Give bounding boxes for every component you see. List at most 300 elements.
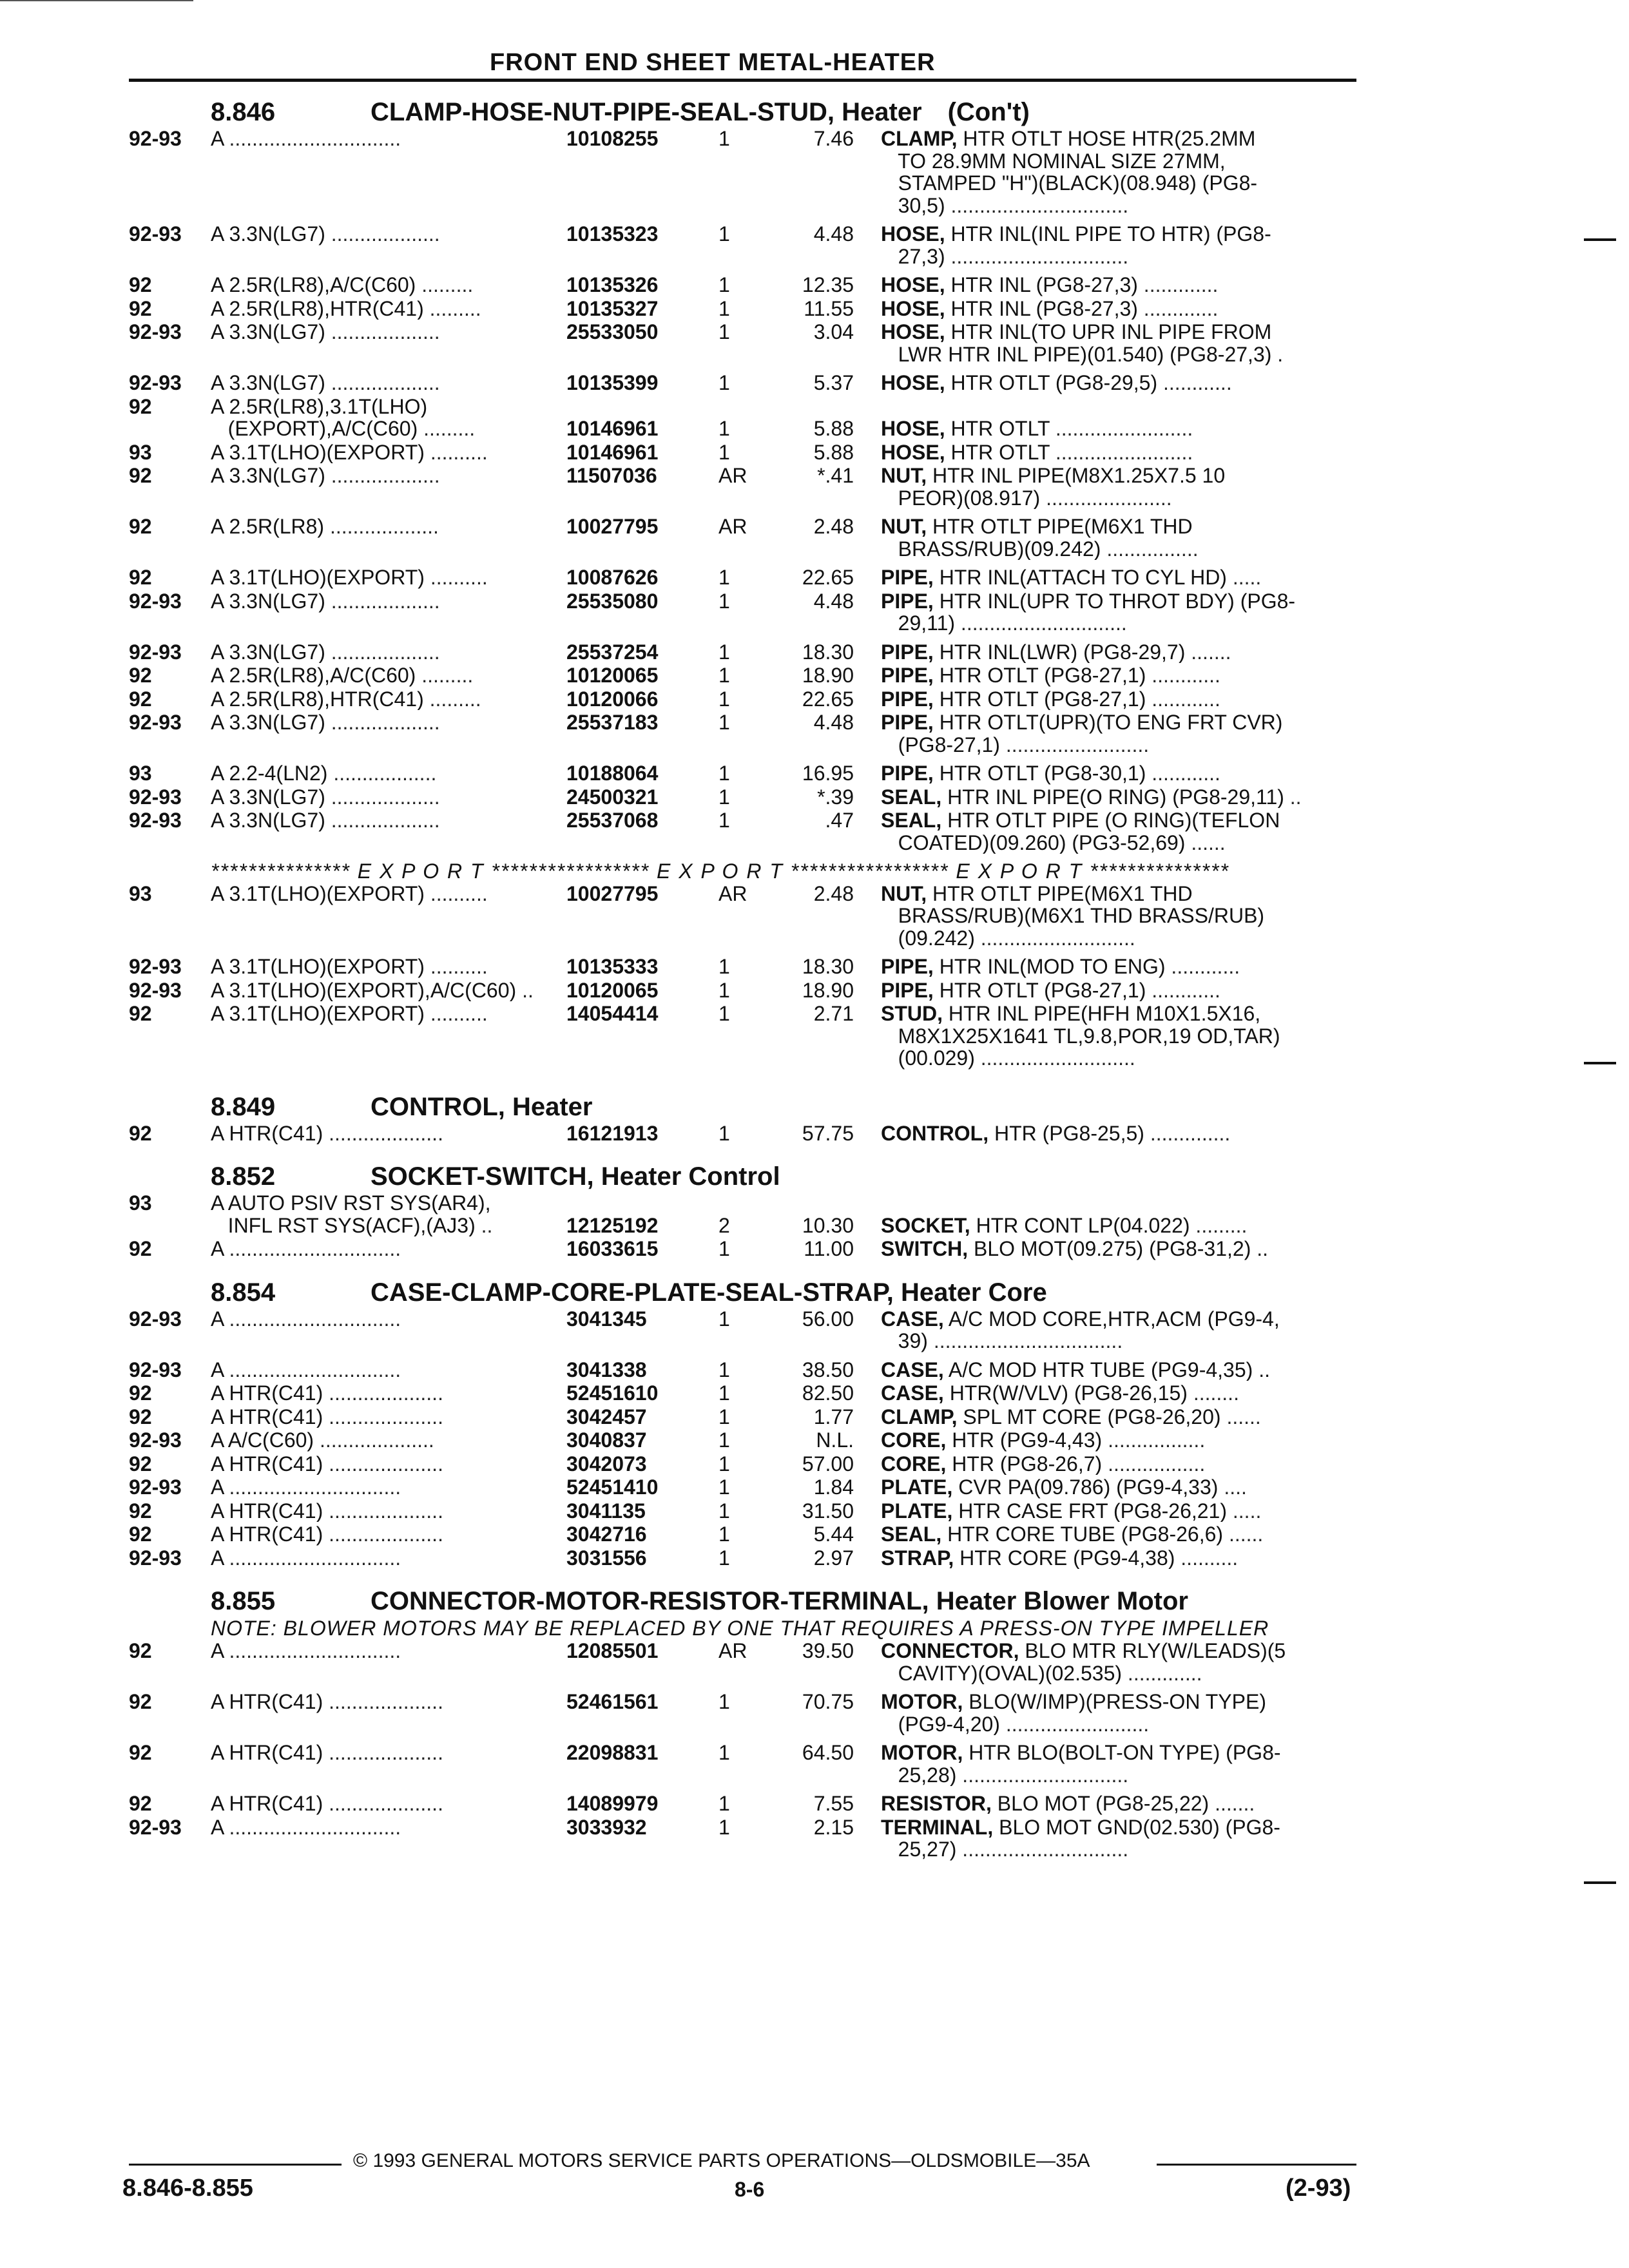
part-name: MOTOR, <box>881 1691 963 1713</box>
parts-row <box>129 1547 1356 1570</box>
margin-mark <box>1584 1062 1616 1064</box>
quantity: 1 <box>718 566 730 589</box>
parts-row <box>129 465 1356 509</box>
quantity: 1 <box>718 1792 730 1815</box>
description <box>881 711 1356 756</box>
row-spacer <box>129 1786 1356 1792</box>
description <box>881 274 1356 296</box>
description <box>881 956 1356 978</box>
quantity: 1 <box>718 1002 730 1025</box>
application-text: A 3.1T(LHO)(EXPORT),A/C(C60) <box>211 979 517 1001</box>
row-spacer <box>129 1569 1356 1570</box>
model-years: 92-93 <box>129 711 182 734</box>
part-number: 3042716 <box>566 1523 647 1546</box>
part-detail: HTR OTLT (PG8-27,1) <box>933 979 1146 1001</box>
application-text: A 3.1T(LHO)(EXPORT) <box>211 441 425 463</box>
row-spacer <box>129 216 1356 223</box>
parts-row <box>129 1382 1356 1405</box>
price: 18.90 <box>802 978 854 1002</box>
price: 57.00 <box>802 1452 854 1475</box>
application <box>211 465 566 509</box>
parts-row <box>129 1523 1356 1546</box>
application-text: A 2.5R(LR8),A/C(C60) <box>211 664 416 687</box>
quantity: AR <box>718 515 747 538</box>
section-heading <box>129 1278 1356 1308</box>
section-number: 8.852 <box>211 1162 276 1191</box>
application-text: A <box>211 1476 224 1499</box>
dot-leader: .............................. <box>223 128 401 150</box>
part-number: 10027795 <box>566 881 659 905</box>
description-line <box>881 1640 1356 1662</box>
price: N.L. <box>816 1428 854 1452</box>
application <box>211 1429 566 1452</box>
dot-leader: ......... <box>418 418 476 440</box>
description-line <box>881 150 1356 173</box>
application-text: A 3.3N(LG7) <box>211 785 325 808</box>
parts-row <box>129 1359 1356 1381</box>
application-text: A HTR(C41) <box>211 1452 323 1475</box>
quantity: 2 <box>718 1213 730 1237</box>
application-text: A 3.3N(LG7) <box>211 223 325 245</box>
quantity: 1 <box>718 1452 730 1475</box>
application-text: A 3.1T(LHO)(EXPORT) <box>211 882 425 905</box>
model-years: 92-93 <box>129 1428 182 1452</box>
model-years: 92 <box>129 687 152 711</box>
part-detail: HTR OTLT PIPE(M6X1 THD <box>927 515 1193 538</box>
application <box>211 1547 566 1570</box>
description <box>881 1476 1356 1499</box>
dot-leader: .............................. <box>223 1640 401 1662</box>
description-line <box>881 298 1356 320</box>
dot-leader: .......... <box>424 566 488 589</box>
section-name: CLAMP-HOSE-NUT-PIPE-SEAL-STUD, Heater (Con't) <box>371 98 1030 126</box>
dot-leader: ............ <box>1146 762 1220 785</box>
dot-leader: ............. <box>1137 297 1219 320</box>
parts-row <box>129 372 1356 394</box>
part-number: 3031556 <box>566 1546 647 1570</box>
parts-row <box>129 664 1356 687</box>
description-line <box>881 1429 1356 1452</box>
application-text: A 2.5R(LR8),HTR(C41) <box>211 297 424 320</box>
part-detail: PEOR)(08.917) <box>881 486 1041 509</box>
dot-leader: ................... <box>325 809 440 832</box>
price: 11.55 <box>804 296 854 320</box>
dot-leader: .............................. <box>223 1546 401 1569</box>
description-line <box>881 245 1356 268</box>
part-number: 12125192 <box>566 1213 659 1237</box>
part-name: HOSE, <box>881 274 945 296</box>
description <box>881 1359 1356 1381</box>
part-detail: HTR BLO(BOLT-ON TYPE) (PG8- <box>963 1742 1281 1764</box>
price: 70.75 <box>802 1690 854 1713</box>
description-line <box>881 223 1356 245</box>
quantity: 1 <box>718 1499 730 1523</box>
dot-leader: ........................... <box>974 926 1135 949</box>
row-spacer <box>129 1070 1356 1076</box>
price: 18.90 <box>802 664 854 687</box>
part-detail: HTR OTLT PIPE (O RING)(TEFLON <box>941 809 1280 832</box>
description-line <box>881 711 1356 734</box>
dot-leader: ............................... <box>945 193 1129 216</box>
description-line <box>881 927 1356 950</box>
row-spacer <box>129 1144 1356 1146</box>
row-spacer <box>129 635 1356 641</box>
dot-leader: ......... <box>1190 1214 1248 1236</box>
section-number: 8.846 <box>211 98 276 126</box>
description-line <box>881 590 1356 613</box>
model-years: 92-93 <box>129 640 182 664</box>
description-line <box>881 612 1356 635</box>
application <box>211 1122 566 1145</box>
dot-leader: ...... <box>1220 1405 1261 1428</box>
description-line <box>881 372 1356 394</box>
part-detail: 30,5) <box>881 193 945 216</box>
dot-leader: .................... <box>323 1122 443 1144</box>
part-name: HOSE, <box>881 372 945 394</box>
application-text: (EXPORT),A/C(C60) <box>211 418 418 440</box>
description-line <box>881 956 1356 978</box>
model-years: 92 <box>129 1002 152 1025</box>
application <box>211 1691 566 1735</box>
part-detail: BLO MOT GND(02.530) (PG8- <box>993 1816 1280 1839</box>
part-number: 3042073 <box>566 1452 647 1475</box>
description-line <box>881 832 1356 854</box>
dot-leader: .................. <box>327 762 437 785</box>
price: *.41 <box>817 464 854 487</box>
application <box>211 515 566 560</box>
model-years: 93 <box>129 881 152 905</box>
application-text: A HTR(C41) <box>211 1691 323 1713</box>
part-name: HOSE, <box>881 223 945 245</box>
description <box>881 641 1356 664</box>
part-name: CASE, <box>881 1358 944 1381</box>
parts-row <box>129 590 1356 635</box>
dot-leader: ............................. <box>955 611 1127 635</box>
description <box>881 441 1356 464</box>
part-name: HOSE, <box>881 297 945 320</box>
part-detail: HTR OTLT (PG8-29,5) <box>945 372 1158 394</box>
price: 4.48 <box>813 222 854 245</box>
description <box>881 223 1356 267</box>
parts-row <box>129 441 1356 464</box>
application <box>211 641 566 664</box>
row-spacer <box>129 1352 1356 1359</box>
model-years: 92 <box>129 273 152 296</box>
part-name: PIPE, <box>881 979 934 1001</box>
application-text: A <box>211 1358 224 1381</box>
description <box>881 298 1356 320</box>
application-text: A 3.3N(LG7) <box>211 711 325 734</box>
dot-leader: .............................. <box>223 1358 401 1381</box>
part-number: 3041135 <box>566 1499 646 1523</box>
dot-leader: .......... <box>424 441 488 463</box>
dot-leader: ................ <box>1101 537 1199 560</box>
part-number: 52461561 <box>566 1690 659 1713</box>
part-name: CLAMP, <box>881 128 958 150</box>
description-line <box>881 1523 1356 1546</box>
part-number: 22098831 <box>566 1741 659 1764</box>
application <box>211 396 566 418</box>
model-years: 92 <box>129 1452 152 1475</box>
dot-leader: ................................. <box>927 1329 1123 1352</box>
application-text: A 3.3N(LG7) <box>211 640 325 663</box>
application <box>211 321 566 365</box>
description-line <box>881 1713 1356 1736</box>
dot-leader: .................... <box>323 1382 443 1405</box>
application-text: A 3.1T(LHO)(EXPORT) <box>211 1003 425 1025</box>
dot-leader: ............................. <box>956 1763 1129 1786</box>
application-text: A <box>211 128 224 150</box>
description-line <box>881 641 1356 664</box>
part-detail: HTR INL(TO UPR INL PIPE FROM <box>945 321 1272 343</box>
dot-leader: ........................ <box>1049 441 1193 463</box>
parts-row <box>129 1476 1356 1499</box>
application-text: A 3.3N(LG7) <box>211 321 325 343</box>
description-line <box>881 515 1356 538</box>
part-number: 10135323 <box>566 222 659 245</box>
part-number: 10120066 <box>566 687 659 711</box>
part-detail: BLO(W/IMP)(PRESS-ON TYPE) <box>963 1691 1266 1713</box>
application <box>211 372 566 394</box>
model-years: 93 <box>129 1191 152 1215</box>
dot-leader: ..... <box>1227 1499 1262 1522</box>
dot-leader: .............................. <box>223 1307 401 1331</box>
description <box>881 1382 1356 1405</box>
quantity: 1 <box>718 687 730 711</box>
part-detail: HTR OTLT (PG8-30,1) <box>933 762 1146 785</box>
description <box>881 979 1356 1002</box>
part-detail: HTR INL (PG8-27,3) <box>945 297 1138 320</box>
description <box>881 1429 1356 1452</box>
parts-row <box>129 1215 1356 1237</box>
part-name: PIPE, <box>881 687 934 710</box>
parts-row <box>129 515 1356 560</box>
model-years: 93 <box>129 440 152 464</box>
part-name: STRAP, <box>881 1546 954 1569</box>
dot-leader: ......... <box>416 274 474 296</box>
parts-row <box>129 1429 1356 1452</box>
part-detail: CAVITY)(OVAL)(02.535) <box>881 1661 1123 1684</box>
description-line <box>881 465 1356 487</box>
application <box>211 1238 566 1260</box>
quantity: 1 <box>718 762 730 785</box>
row-spacer <box>129 756 1356 762</box>
application <box>211 441 566 464</box>
part-number: 25533050 <box>566 320 659 343</box>
quantity: 1 <box>718 589 730 613</box>
price: 5.88 <box>813 417 854 440</box>
section-name: CASE-CLAMP-CORE-PLATE-SEAL-STRAP, Heater Core <box>371 1278 1047 1307</box>
application-text: A HTR(C41) <box>211 1499 323 1522</box>
dot-leader: .......... <box>424 956 488 978</box>
dot-leader: ............ <box>1157 372 1232 394</box>
application <box>211 223 566 267</box>
model-years: 92-93 <box>129 320 182 343</box>
description <box>881 1003 1356 1070</box>
dot-leader: ..... <box>1226 566 1262 589</box>
part-number: 3041345 <box>566 1307 647 1331</box>
part-name: PIPE, <box>881 640 934 663</box>
description-line <box>881 128 1356 150</box>
part-number: 25537254 <box>566 640 659 664</box>
part-number: 3040837 <box>566 1428 647 1452</box>
price: 2.48 <box>813 881 854 905</box>
price: 57.75 <box>802 1121 854 1145</box>
application-text: A <box>211 1816 224 1839</box>
price: 1.77 <box>813 1405 854 1428</box>
quantity: 1 <box>718 809 730 832</box>
dot-leader: ............ <box>1146 979 1220 1001</box>
price: 2.15 <box>813 1815 854 1839</box>
part-detail: BLO MTR RLY(W/LEADS)(5 <box>1019 1640 1286 1662</box>
application-text: A <box>211 1307 224 1331</box>
description-line <box>881 786 1356 809</box>
dot-leader: ....... <box>1185 640 1231 663</box>
part-detail: HTR(W/VLV) (PG8-26,15) <box>943 1382 1188 1405</box>
part-name: HOSE, <box>881 418 945 440</box>
quantity: 1 <box>718 664 730 687</box>
dot-leader: ................... <box>325 640 440 663</box>
part-name: MOTOR, <box>881 1742 963 1764</box>
row-spacer <box>129 1861 1356 1867</box>
quantity: 1 <box>718 1237 730 1260</box>
description-line <box>881 1308 1356 1331</box>
parts-row <box>129 566 1356 589</box>
part-name: PLATE, <box>881 1499 953 1522</box>
description <box>881 809 1356 854</box>
part-detail: (PG9-4,20) <box>881 1712 1000 1735</box>
description-line <box>881 274 1356 296</box>
price: 7.55 <box>813 1792 854 1815</box>
description-line <box>881 1382 1356 1405</box>
application-text: A <box>211 1238 224 1260</box>
application-text: INFL RST SYS(ACF),(AJ3) <box>211 1214 476 1236</box>
part-detail: BRASS/RUB)(09.242) <box>881 537 1101 560</box>
part-number: 10108255 <box>566 127 659 150</box>
application-text: A 3.3N(LG7) <box>211 809 325 832</box>
description <box>881 418 1356 440</box>
parts-row <box>129 1406 1356 1428</box>
description <box>881 321 1356 365</box>
part-detail: HTR CORE TUBE (PG8-26,6) <box>941 1523 1224 1546</box>
price: 22.65 <box>802 566 854 589</box>
part-detail: (PG8-27,1) <box>881 733 1000 756</box>
price <box>771 1192 881 1215</box>
part-detail: HTR (PG8-25,5) <box>988 1122 1144 1144</box>
section-number: 8.854 <box>211 1278 276 1307</box>
part-number: 25537068 <box>566 809 659 832</box>
parts-row <box>129 1816 1356 1861</box>
quantity: AR <box>718 464 747 487</box>
description <box>881 786 1356 809</box>
part-number: 10146961 <box>566 417 659 440</box>
footer-copyright: © 1993 GENERAL MOTORS SERVICE PARTS OPERATIONS—OLDSMOBILE—35A <box>353 2150 1090 2171</box>
dot-leader: .................... <box>323 1792 443 1815</box>
part-number: 10135327 <box>566 296 659 320</box>
section-name: CONNECTOR-MOTOR-RESISTOR-TERMINAL, Heater Blower Motor <box>371 1587 1188 1615</box>
part-detail: LWR HTR INL PIPE)(01.540) (PG8-27,3) . <box>881 342 1284 365</box>
part-detail: HTR INL(UPR TO THROT BDY) (PG8- <box>933 590 1296 613</box>
price: 39.50 <box>802 1639 854 1662</box>
model-years: 92-93 <box>129 809 182 832</box>
row-spacer <box>129 949 1356 956</box>
application-text: A 2.5R(LR8),A/C(C60) <box>211 274 416 296</box>
part-number: 11507036 <box>566 464 657 487</box>
application <box>211 274 566 296</box>
model-years: 92-93 <box>129 1307 182 1331</box>
application <box>211 1406 566 1428</box>
application-text: A 2.2-4(LN2) <box>211 762 328 785</box>
part-detail: BLO MOT(09.275) (PG8-31,2) .. <box>968 1238 1269 1260</box>
row-spacer <box>129 1684 1356 1691</box>
price: 5.44 <box>813 1523 854 1546</box>
dot-leader: .................... <box>323 1691 443 1713</box>
part-number: 3041338 <box>566 1358 647 1381</box>
section-number: 8.849 <box>211 1092 276 1121</box>
application <box>211 1640 566 1684</box>
application-text: A 3.1T(LHO)(EXPORT) <box>211 956 425 978</box>
price: 18.30 <box>802 640 854 664</box>
parts-row <box>129 1792 1356 1815</box>
price: 31.50 <box>802 1499 854 1523</box>
parts-row <box>129 128 1356 216</box>
part-name: NUT, <box>881 515 927 538</box>
part-number: 10135326 <box>566 273 659 296</box>
model-years: 92-93 <box>129 1815 182 1839</box>
model-years: 92-93 <box>129 127 182 150</box>
description-line <box>881 905 1356 927</box>
dot-leader: .............. <box>1144 1122 1231 1144</box>
application <box>211 664 566 687</box>
description-line <box>881 1047 1356 1070</box>
quantity: 1 <box>718 1815 730 1839</box>
application-text: A 2.5R(LR8),HTR(C41) <box>211 687 424 710</box>
part-number: 10188064 <box>566 762 659 785</box>
part-detail: (09.242) <box>881 926 975 949</box>
application-text: A <box>211 1640 224 1662</box>
quantity: 1 <box>718 222 730 245</box>
model-years: 92 <box>129 1639 152 1662</box>
section-heading <box>129 98 1356 128</box>
part-detail: HTR OTLT HOSE HTR(25.2MM <box>957 128 1256 150</box>
model-years: 92 <box>129 394 152 418</box>
part-detail: HTR INL(LWR) (PG8-29,7) <box>933 640 1186 663</box>
price: 5.88 <box>813 440 854 464</box>
part-detail: A/C MOD CORE,HTR,ACM (PG9-4, <box>943 1307 1280 1331</box>
quantity: 1 <box>718 320 730 343</box>
part-detail: HTR OTLT <box>945 441 1050 463</box>
price: 1.84 <box>813 1475 854 1499</box>
model-years: 92-93 <box>129 1475 182 1499</box>
description <box>881 465 1356 509</box>
description-line <box>881 1764 1356 1787</box>
price: 64.50 <box>802 1741 854 1764</box>
part-detail: HTR INL (PG8-27,3) <box>945 274 1138 296</box>
part-name: PIPE, <box>881 590 934 613</box>
description <box>881 883 1356 950</box>
price: 2.97 <box>813 1546 854 1570</box>
dot-leader: .......... <box>424 882 488 905</box>
model-years: 92 <box>129 1690 152 1713</box>
description-line <box>881 762 1356 785</box>
parts-row <box>129 1453 1356 1475</box>
application-text: A HTR(C41) <box>211 1742 323 1764</box>
description-line <box>881 1330 1356 1352</box>
parts-row <box>129 298 1356 320</box>
section-number: 8.855 <box>211 1587 276 1615</box>
quantity: 1 <box>718 417 730 440</box>
application <box>211 688 566 711</box>
